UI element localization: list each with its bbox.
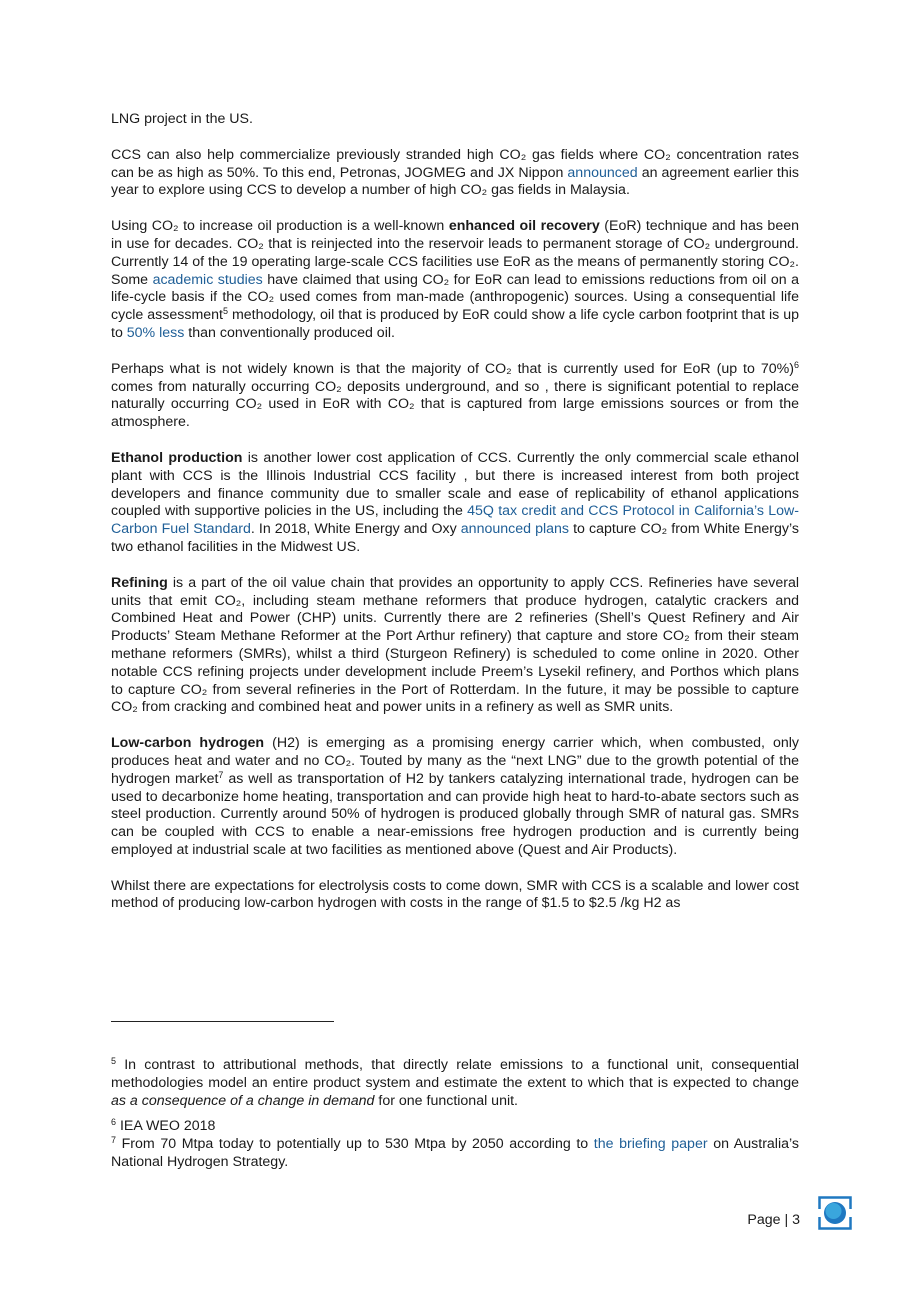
- footnote: [111, 1136, 799, 1172]
- text-run: than conventionally produced oil.: [184, 324, 395, 341]
- text-run: Whilst there are expectations for electrolysis costs to come down, SMR with CCS is a scalable and lower cost method of producing low-carbon hydrogen with costs in the range of $1.5 to $2.5 /kg H2 as: [111, 877, 799, 912]
- text-run: . In 2018, White Energy and Oxy: [250, 521, 461, 538]
- text-run: on Australia’s National Hydrogen Strategy.: [111, 1136, 799, 1170]
- page-number: Page | 3: [747, 1212, 800, 1228]
- text-run: Perhaps what is not widely known is that the majority of CO₂ that is currently used for EoR (up to 70%): [111, 360, 794, 377]
- document-body: [111, 111, 799, 931]
- italic-text: as a consequence of a change in demand: [111, 1092, 375, 1109]
- text-run: is a part of the oil value chain that provides an opportunity to apply CCS. Refineries have several units that emit CO₂, including steam methane reformers that produce hydrogen, catalytic crackers and Combined Heat and Power (CHP) units. Currently there are 2 refineries (Shell’s Quest Refinery and Air Products’ Steam Methane Reformer at the Port Arthur refinery) that capture and store CO₂ from their steam methane reformers (SMRs), whilst a third (Sturgeon Refinery) is scheduled to come online in 2020. Other notable CCS refining projects under development include Preem’s Lysekil refinery, and Porthos which plans to capture CO₂ from several refineries in the Port of Rotterdam. In the future, it may be possible to capture CO₂ from cracking and combined heat and power units in a refinery as well as SMR units.: [111, 574, 799, 716]
- footnotes: [111, 1057, 799, 1172]
- text-run: CCS can also help commercialize previously stranded high CO₂ gas fields where CO₂ concentration rates can be as high as 50%. To this end, Petronas, JOGMEG and JX Nippon: [111, 146, 799, 181]
- footnote-ref: 5: [222, 306, 228, 317]
- inline-link[interactable]: announced plans: [460, 521, 570, 538]
- paragraph: [111, 878, 799, 914]
- footnote-divider: [111, 1021, 334, 1022]
- text-run: Using CO₂ to increase oil production is a well-known: [111, 218, 449, 235]
- text-run: as well as transportation of H2 by tankers catalyzing international trade, hydrogen can be used to decarbonize home heating, transportation and can provide high heat to hard-to-abate sectors such as steel production. Currently around 50% of hydrogen is produced globally through SMR of natural gas. SMRs can be coupled with CCS to enable a near-emissions free hydrogen production and is currently being employed at industrial scale at two facilities as mentioned above (Quest and Air Products).: [111, 770, 799, 858]
- footnote-ref: 6: [111, 1117, 117, 1128]
- paragraph: [111, 111, 799, 129]
- text-run: to capture CO₂ from White Energy’s two ethanol facilities in the Midwest US.: [111, 521, 799, 555]
- paragraph: [111, 735, 799, 860]
- footnote-ref: 7: [111, 1135, 117, 1146]
- circle-logo-icon: [818, 1196, 852, 1230]
- bold-term: Low-carbon hydrogen: [111, 735, 265, 752]
- text-run: have claimed that using CO₂ for EoR can lead to emissions reductions from oil on a life-cycle basis if the CO₂ used comes from man-made (anthropogenic) sources. Using a consequential life cycle assessment: [111, 271, 799, 324]
- footnote: [111, 1057, 799, 1110]
- text-run: IEA WEO 2018: [116, 1118, 216, 1135]
- inline-link[interactable]: academic studies: [152, 271, 263, 288]
- text-run: In contrast to attributional methods, that directly relate emissions to a functional unit, consequential methodologies model an entire product system and estimate the extent to which that is expected to change: [111, 1057, 799, 1091]
- text-run: From 70 Mtpa today to potentially up to 530 Mtpa by 2050 according to: [116, 1136, 594, 1153]
- footnote: [111, 1118, 799, 1136]
- paragraph: [111, 218, 799, 343]
- text-run: for one functional unit.: [374, 1092, 518, 1109]
- paragraph: [111, 361, 799, 432]
- text-run: methodology, oil that is produced by EoR could show a life cycle carbon footprint that is up to: [111, 307, 799, 341]
- footnote-ref: 7: [218, 769, 224, 780]
- text-run: is another lower cost application of CCS. Currently the only commercial scale ethanol plant with CCS is the Illinois Industrial CCS facility , but there is increased interest from both project developers and finance community due to smaller scale and ease of replicability of ethanol applications coupled with supportive policies in the US, including the: [111, 449, 799, 520]
- text-run: LNG project in the US.: [111, 111, 253, 127]
- bold-term: Ethanol production: [111, 449, 243, 466]
- text-run: comes from naturally occurring CO₂ deposits underground, and so , there is significant potential to replace naturally occurring CO₂ used in EoR with CO₂ that is captured from large emissions sources or from the atmosphere.: [111, 378, 799, 431]
- bold-term: Refining: [111, 574, 168, 591]
- text-run: (H2) is emerging as a promising energy carrier which, when combusted, only produces heat and water and no CO₂. Touted by many as the “next LNG” due to the growth potential of the hydrogen market: [111, 735, 799, 787]
- inline-link[interactable]: the briefing paper: [593, 1136, 708, 1153]
- inline-link[interactable]: 45Q tax credit and CCS Protocol in California’s Low-Carbon Fuel Standard: [111, 503, 799, 538]
- footnote-ref: 5: [111, 1056, 117, 1066]
- paragraph: [111, 147, 799, 200]
- paragraph: [111, 575, 799, 717]
- inline-link[interactable]: 50% less: [126, 324, 185, 341]
- text-run: (EoR) technique and has been in use for decades. CO₂ that is reinjected into the reservoir leads to permanent storage of CO₂ underground. Currently 14 of the 19 operating large-scale CCS facilities use EoR as the means of permanently storing CO₂. Some: [111, 218, 799, 288]
- paragraph: [111, 450, 799, 557]
- inline-link[interactable]: announced: [567, 164, 638, 181]
- text-run: an agreement earlier this year to explore using CCS to develop a number of high CO₂ gas fields in Malaysia.: [111, 164, 799, 199]
- bold-term: enhanced oil recovery: [448, 218, 600, 235]
- footnote-ref: 6: [793, 359, 799, 370]
